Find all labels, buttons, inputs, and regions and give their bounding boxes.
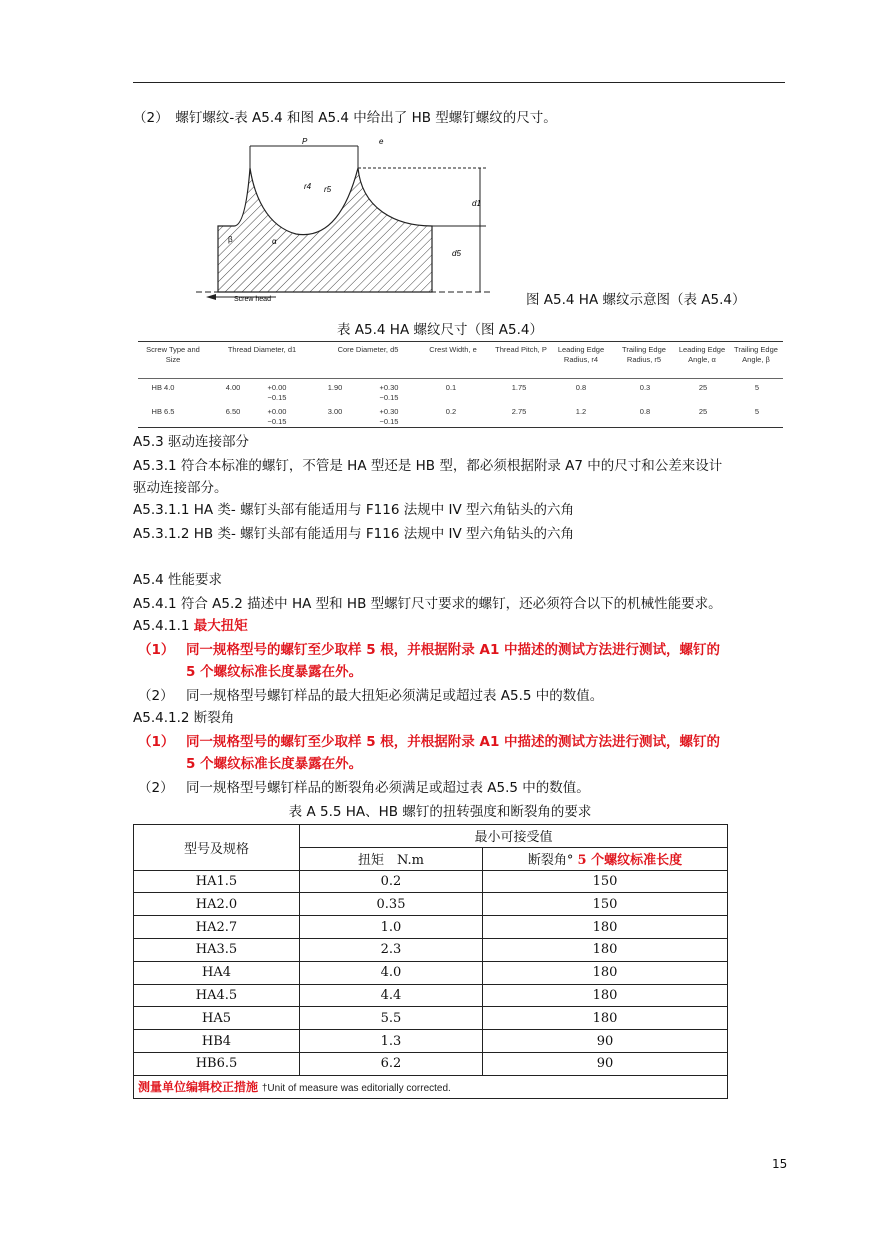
cell-alpha: 25: [698, 407, 708, 416]
cell-torque: 2.3: [300, 938, 483, 961]
cell-type: HB4: [134, 1030, 300, 1053]
th-core-diameter: Core Diameter, d5: [337, 345, 399, 354]
cell-d1: 4.00: [225, 383, 241, 392]
cell-type: HA2.0: [134, 893, 300, 916]
table-row: [134, 1052, 728, 1075]
header-rule: [133, 82, 785, 83]
table-row: [134, 961, 728, 984]
cell-type: HA1.5: [134, 870, 300, 893]
footnote-en: †Unit of measure was editorially corrected.: [261, 1083, 451, 1095]
th-angle-note: 5 个螺纹标准长度: [577, 853, 683, 869]
tol-down: −0.15: [267, 417, 287, 426]
tol-up: +0.30: [379, 407, 399, 416]
cell-type: HB6.5: [134, 1052, 300, 1075]
item-number: （1）: [138, 642, 175, 658]
cell-torque: 5.5: [300, 1007, 483, 1030]
cell-r5: 0.3: [639, 383, 651, 392]
label-e: e: [379, 137, 384, 146]
th-angle: [483, 847, 728, 870]
tol-up: +0.30: [379, 383, 399, 392]
cell-type: HB 4.0: [151, 383, 175, 392]
tol-down: −0.15: [267, 393, 287, 402]
table-a55-title: 表 A 5.5 HA、HB 螺钉的扭转强度和断裂角的要求: [288, 804, 592, 820]
th-crest-width: Crest Width, e: [429, 345, 477, 354]
thread-diagram: [196, 134, 496, 302]
cell-p: 1.75: [511, 383, 527, 392]
table-row: [134, 1007, 728, 1030]
item-3-line2: 5 个螺纹标准长度暴露在外。: [186, 756, 363, 772]
table-row: [134, 984, 728, 1007]
cell-torque: 6.2: [300, 1052, 483, 1075]
tol-up: +0.00: [267, 407, 287, 416]
table-a54: [138, 341, 783, 428]
label-p: P: [302, 137, 308, 146]
para-a531-line2: 驱动连接部分。: [133, 480, 228, 496]
item-number: （2）: [138, 780, 174, 796]
th-angle-label: 断裂角°: [527, 853, 574, 869]
label-beta: β: [228, 235, 233, 244]
cell-torque: 0.2: [300, 870, 483, 893]
table-a55: [133, 824, 728, 1099]
item-3-line1: [138, 732, 720, 752]
footnote-cn: 测量单位编辑校正措施: [138, 1080, 259, 1095]
th-leading-radius: Leading Edge Radius, r4: [557, 345, 605, 364]
th-torque: 扭矩 N.m: [300, 847, 483, 870]
cell-e: 0.2: [445, 407, 457, 416]
cell-d5-tol: [374, 383, 404, 403]
heading-a5412: A5.4.1.2 断裂角: [133, 710, 235, 726]
cell-d5: 3.00: [327, 407, 343, 416]
table-footnote: [134, 1075, 728, 1098]
item-text: 同一规格型号的螺钉至少取样 5 根，并根据附录 A1 中描述的测试方法进行测试，螺钉的: [186, 642, 721, 658]
cell-torque: 4.4: [300, 984, 483, 1007]
table-row: [138, 403, 783, 427]
cell-d5: 1.90: [327, 383, 343, 392]
cell-torque: 1.3: [300, 1030, 483, 1053]
item-2: [138, 686, 603, 706]
cell-angle: 150: [483, 893, 728, 916]
cell-d1-tol: [262, 383, 292, 403]
item-text: 同一规格型号螺钉样品的断裂角必须满足或超过表 A5.5 中的数值。: [186, 780, 590, 796]
th-thread-pitch: Thread Pitch, P: [495, 345, 547, 354]
heading-number: A5.4.1.1: [133, 618, 190, 634]
table-row: [134, 870, 728, 893]
table-row: [138, 379, 783, 403]
th-trailing-angle: Trailing Edge Angle, β: [734, 345, 778, 364]
th-type: 型号及规格: [134, 825, 300, 871]
cell-d1-tol: [262, 407, 292, 427]
cell-alpha: 25: [698, 383, 708, 392]
cell-type: HA5: [134, 1007, 300, 1030]
label-alpha: α: [272, 237, 277, 246]
cell-type: HA4: [134, 961, 300, 984]
item-text: 同一规格型号螺钉样品的最大扭矩必须满足或超过表 A5.5 中的数值。: [186, 688, 604, 704]
cell-p: 2.75: [511, 407, 527, 416]
cell-r5: 0.8: [639, 407, 651, 416]
tol-up: +0.00: [267, 383, 287, 392]
para-a5312: A5.3.1.2 HB 类- 螺钉头部有能适用与 F116 法规中 IV 型六角钻头的六角: [133, 526, 575, 542]
cell-angle: 180: [483, 916, 728, 939]
th-screw-type: Screw Type and Size: [146, 345, 200, 364]
item-text: 同一规格型号的螺钉至少取样 5 根，并根据附录 A1 中描述的测试方法进行测试，螺钉的: [186, 734, 721, 750]
cell-angle: 180: [483, 961, 728, 984]
table-row: [134, 916, 728, 939]
cell-angle: 90: [483, 1030, 728, 1053]
table-row: [134, 938, 728, 961]
item-number: （1）: [138, 734, 175, 750]
cell-type: HA3.5: [134, 938, 300, 961]
cell-torque: 1.0: [300, 916, 483, 939]
item-number: （2）: [138, 688, 174, 704]
cell-beta: 5: [754, 383, 760, 392]
cell-type: HA4.5: [134, 984, 300, 1007]
cell-angle: 180: [483, 984, 728, 1007]
intro-paragraph: （2） 螺钉螺纹-表 A5.4 和图 A5.4 中给出了 HB 型螺钉螺纹的尺寸。: [133, 110, 557, 126]
para-a5311: A5.3.1.1 HA 类- 螺钉头部有能适用与 F116 法规中 IV 型六角钻头的六角: [133, 502, 575, 518]
page-number: 15: [772, 1157, 788, 1171]
table-a54-header: [138, 342, 783, 379]
th-trailing-radius: Trailing Edge Radius, r5: [622, 345, 666, 364]
cell-d5-tol: [374, 407, 404, 427]
cell-angle: 180: [483, 1007, 728, 1030]
cell-angle: 180: [483, 938, 728, 961]
label-d1: d1: [472, 199, 481, 208]
heading-a5411: [133, 616, 248, 636]
heading-title: 最大扭矩: [193, 618, 248, 634]
item-1-line1: [138, 640, 720, 660]
cell-type: HB 6.5: [151, 407, 175, 416]
cell-e: 0.1: [445, 383, 457, 392]
section-a54: A5.4 性能要求: [133, 572, 222, 588]
cell-angle: 90: [483, 1052, 728, 1075]
cell-d1: 6.50: [225, 407, 241, 416]
item-1-line2: 5 个螺纹标准长度暴露在外。: [186, 664, 363, 680]
label-r5: r5: [324, 185, 332, 194]
cell-r4: 1.2: [575, 407, 587, 416]
tol-down: −0.15: [379, 393, 399, 402]
section-a53: A5.3 驱动连接部分: [133, 434, 249, 450]
item-4: [138, 778, 590, 798]
cell-r4: 0.8: [575, 383, 587, 392]
th-leading-angle: Leading Edge Angle, α: [678, 345, 726, 364]
figure-caption: 图 A5.4 HA 螺纹示意图（表 A5.4）: [526, 292, 746, 308]
cell-type: HA2.7: [134, 916, 300, 939]
para-a541: A5.4.1 符合 A5.2 描述中 HA 型和 HB 型螺钉尺寸要求的螺钉，还必须符合以下的机械性能要求。: [133, 596, 722, 612]
th-thread-diameter: Thread Diameter, d1: [227, 345, 297, 354]
cell-beta: 5: [754, 407, 760, 416]
label-d5: d5: [452, 249, 461, 258]
tol-down: −0.15: [379, 417, 399, 426]
cell-torque: 0.35: [300, 893, 483, 916]
cell-torque: 4.0: [300, 961, 483, 984]
label-r4: r4: [304, 182, 312, 191]
para-a531-line1: A5.3.1 符合本标准的螺钉，不管是 HA 型还是 HB 型，都必须根据附录 A7 中的尺寸和公差来设计: [133, 458, 723, 474]
th-min-acceptable: 最小可接受值: [300, 825, 728, 848]
table-footnote-row: [134, 1075, 728, 1098]
label-screw-head: Screw head: [234, 296, 271, 302]
table-row: [134, 893, 728, 916]
table-row: [134, 1030, 728, 1053]
cell-angle: 150: [483, 870, 728, 893]
table-a54-title: 表 A5.4 HA 螺纹尺寸（图 A5.4）: [337, 322, 543, 338]
